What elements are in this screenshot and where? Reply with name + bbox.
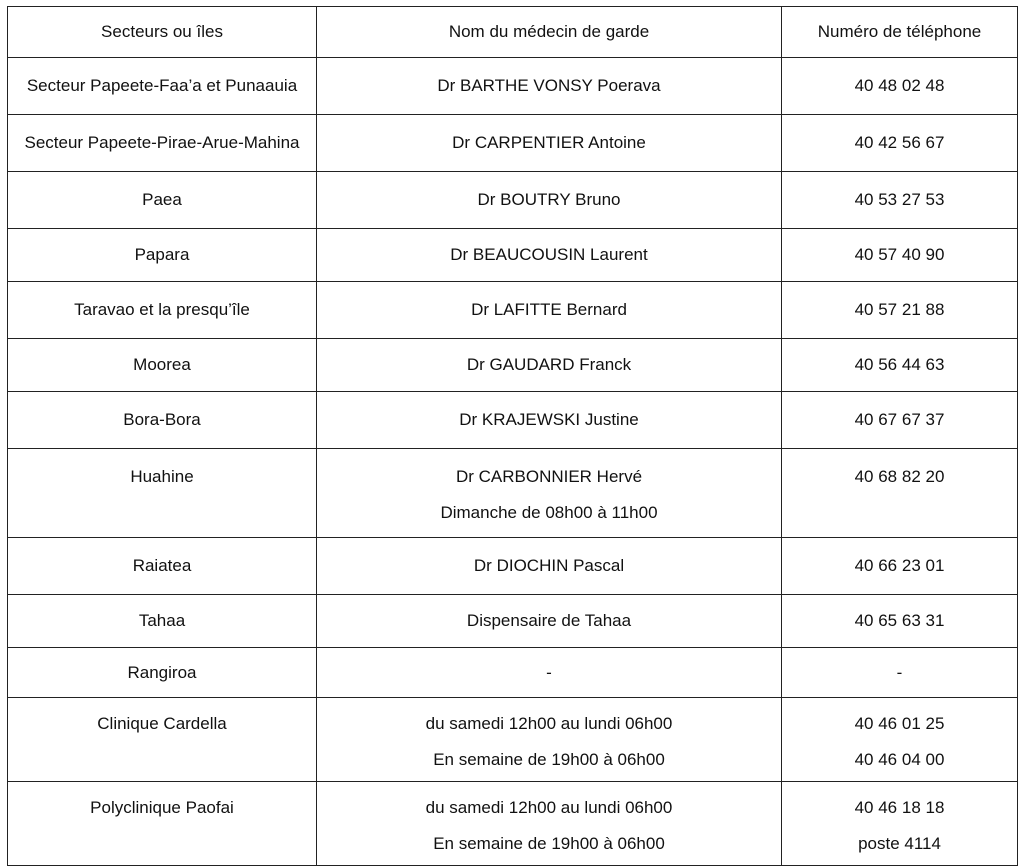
doctor-cell bbox=[317, 282, 782, 339]
sector-cell: Polyclinique Paofai bbox=[8, 782, 317, 866]
doctor-line: du samedi 12h00 au lundi 06h00 bbox=[425, 798, 673, 817]
header-phone: Numéro de téléphone bbox=[782, 7, 1018, 58]
phone-line: 40 48 02 48 bbox=[854, 76, 945, 95]
sector-cell: Secteur Papeete-Faa’a et Punaauia bbox=[8, 58, 317, 115]
table-row bbox=[8, 392, 1018, 449]
table-row bbox=[8, 595, 1018, 648]
doctor-cell bbox=[317, 595, 782, 648]
table-row bbox=[8, 449, 1018, 538]
doctor-cell bbox=[317, 449, 782, 538]
phone-cell bbox=[782, 595, 1018, 648]
phone-line: 40 53 27 53 bbox=[854, 190, 945, 209]
doctor-cell bbox=[317, 392, 782, 449]
doctor-line: - bbox=[546, 662, 552, 682]
phone-line: 40 67 67 37 bbox=[854, 410, 945, 429]
doctor-line: du samedi 12h00 au lundi 06h00 bbox=[425, 714, 673, 733]
phone-cell bbox=[782, 115, 1018, 172]
phone-cell bbox=[782, 782, 1018, 866]
table-row bbox=[8, 172, 1018, 229]
phone-line: 40 56 44 63 bbox=[854, 355, 945, 374]
doctor-line-weekday: En semaine de 19h00 à 06h00 bbox=[433, 750, 665, 769]
phone-line: 40 57 21 88 bbox=[854, 300, 945, 319]
doctor-cell bbox=[317, 229, 782, 282]
phone-cell bbox=[782, 648, 1018, 698]
sector-cell: Clinique Cardella bbox=[8, 698, 317, 782]
sector-cell: Tahaa bbox=[8, 595, 317, 648]
sector-cell: Raiatea bbox=[8, 538, 317, 595]
table-row bbox=[8, 282, 1018, 339]
phone-cell bbox=[782, 172, 1018, 229]
table-row bbox=[8, 782, 1018, 866]
doctor-cell bbox=[317, 698, 782, 782]
doctor-line: Dr BOUTRY Bruno bbox=[477, 190, 621, 209]
table-row bbox=[8, 115, 1018, 172]
table-row bbox=[8, 339, 1018, 392]
phone-extension: poste 4114 bbox=[858, 834, 941, 853]
doctor-line-weekday: En semaine de 19h00 à 06h00 bbox=[433, 834, 665, 853]
duty-doctor-table bbox=[7, 6, 1018, 866]
doctor-line: Dr CARPENTIER Antoine bbox=[452, 133, 646, 152]
header-doctor: Nom du médecin de garde bbox=[317, 7, 782, 58]
phone-cell bbox=[782, 392, 1018, 449]
phone-line: - bbox=[896, 662, 903, 682]
phone-cell bbox=[782, 282, 1018, 339]
doctor-line: Dr LAFITTE Bernard bbox=[471, 300, 627, 319]
table-row bbox=[8, 229, 1018, 282]
doctor-line: Dr BEAUCOUSIN Laurent bbox=[450, 245, 648, 264]
phone-line-secondary: 40 46 04 00 bbox=[854, 750, 945, 769]
phone-line: 40 46 01 25 bbox=[854, 714, 945, 733]
sector-cell: Huahine bbox=[8, 449, 317, 538]
doctor-line: Dr GAUDARD Franck bbox=[466, 355, 632, 374]
sector-cell: Secteur Papeete-Pirae-Arue-Mahina bbox=[8, 115, 317, 172]
sector-cell: Bora-Bora bbox=[8, 392, 317, 449]
table-row bbox=[8, 58, 1018, 115]
doctor-line: Dr CARBONNIER Hervé bbox=[455, 467, 643, 486]
doctor-line: Dispensaire de Tahaa bbox=[466, 611, 632, 630]
doctor-cell bbox=[317, 339, 782, 392]
sector-cell: Moorea bbox=[8, 339, 317, 392]
sector-cell: Taravao et la presqu’île bbox=[8, 282, 317, 339]
doctor-line-schedule: Dimanche de 08h00 à 11h00 bbox=[440, 503, 658, 522]
doctor-cell bbox=[317, 115, 782, 172]
phone-line: 40 68 82 20 bbox=[854, 467, 945, 486]
doctor-line: Dr DIOCHIN Pascal bbox=[473, 556, 625, 575]
doctor-line: Dr BARTHE VONSY Poerava bbox=[437, 76, 661, 95]
doctor-line: Dr KRAJEWSKI Justine bbox=[459, 410, 639, 429]
phone-cell bbox=[782, 449, 1018, 538]
table-row bbox=[8, 538, 1018, 595]
phone-line: 40 65 63 31 bbox=[854, 611, 945, 630]
header-sector: Secteurs ou îles bbox=[8, 7, 317, 58]
duty-doctor-table-container bbox=[7, 6, 1017, 866]
table-header-row bbox=[8, 7, 1018, 58]
phone-line: 40 57 40 90 bbox=[854, 245, 945, 264]
phone-line: 40 46 18 18 bbox=[854, 798, 945, 817]
table-row bbox=[8, 648, 1018, 698]
sector-cell: Rangiroa bbox=[8, 648, 317, 698]
sector-cell: Papara bbox=[8, 229, 317, 282]
doctor-cell bbox=[317, 538, 782, 595]
doctor-cell bbox=[317, 648, 782, 698]
phone-cell bbox=[782, 538, 1018, 595]
table-row bbox=[8, 698, 1018, 782]
phone-cell bbox=[782, 58, 1018, 115]
phone-cell bbox=[782, 339, 1018, 392]
doctor-cell bbox=[317, 58, 782, 115]
doctor-cell bbox=[317, 782, 782, 866]
phone-cell bbox=[782, 229, 1018, 282]
phone-line: 40 66 23 01 bbox=[854, 556, 945, 575]
phone-line: 40 42 56 67 bbox=[854, 133, 945, 152]
sector-cell: Paea bbox=[8, 172, 317, 229]
phone-cell bbox=[782, 698, 1018, 782]
doctor-cell bbox=[317, 172, 782, 229]
